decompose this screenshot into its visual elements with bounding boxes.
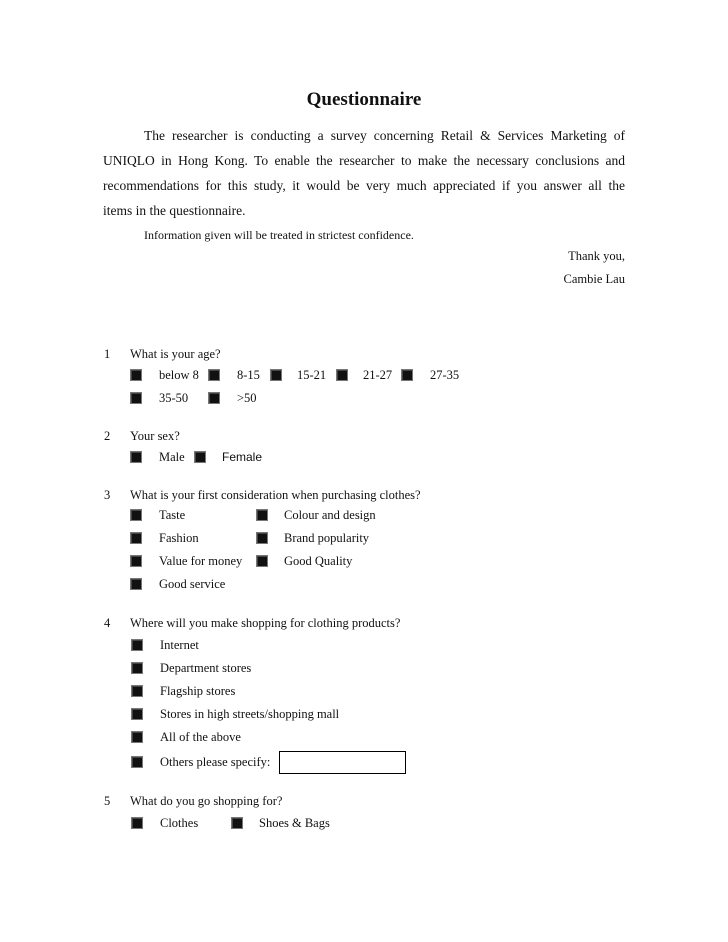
- question-1-number: 1: [104, 347, 111, 361]
- option-label: Brand popularity: [284, 531, 370, 545]
- option-label: Value for money: [159, 554, 243, 568]
- checkbox-age-21-27[interactable]: [336, 369, 348, 381]
- question-4-number: 4: [104, 616, 111, 630]
- option-label: below 8: [159, 368, 199, 382]
- option-label: All of the above: [160, 730, 241, 744]
- checkbox-all-of-the-above[interactable]: [131, 731, 143, 743]
- option-label: Internet: [160, 638, 199, 652]
- option-label: Department stores: [160, 661, 252, 675]
- question-3-number: 3: [104, 488, 111, 502]
- option-label: >50: [237, 391, 257, 405]
- option-label: Colour and design: [284, 508, 376, 522]
- checkbox-flagship-stores[interactable]: [131, 685, 143, 697]
- option-label: 27-35: [430, 368, 460, 382]
- option-label: 15-21: [297, 368, 327, 382]
- question-2-number: 2: [104, 429, 111, 443]
- option-label: 21-27: [363, 368, 393, 382]
- checkbox-high-street-stores[interactable]: [131, 708, 143, 720]
- question-2-text: Your sex?: [130, 429, 180, 443]
- intro-line-3: recommendations for this study, it would be very much appreciated if you answer all the: [103, 178, 625, 193]
- checkbox-sex-female[interactable]: [194, 451, 206, 463]
- option-label: Good Quality: [284, 554, 353, 568]
- checkbox-good-service[interactable]: [130, 578, 142, 590]
- option-label: Others please specify:: [160, 755, 271, 769]
- others-specify-field[interactable]: [279, 751, 406, 774]
- checkbox-age-35-50[interactable]: [130, 392, 142, 404]
- checkbox-sex-male[interactable]: [130, 451, 142, 463]
- option-label: Male: [159, 450, 185, 464]
- checkbox-fashion[interactable]: [130, 532, 142, 544]
- checkbox-department-stores[interactable]: [131, 662, 143, 674]
- checkbox-internet[interactable]: [131, 639, 143, 651]
- checkbox-age-over-50[interactable]: [208, 392, 220, 404]
- intro-line-4: items in the questionnaire.: [103, 203, 246, 218]
- checkbox-good-quality[interactable]: [256, 555, 268, 567]
- confidentiality-note: Information given will be treated in strictest confidence.: [144, 228, 414, 242]
- option-label: Female: [222, 450, 263, 464]
- checkbox-value-for-money[interactable]: [130, 555, 142, 567]
- checkbox-age-15-21[interactable]: [270, 369, 282, 381]
- question-4-text: Where will you make shopping for clothing products?: [130, 616, 401, 630]
- checkbox-clothes[interactable]: [131, 817, 143, 829]
- checkbox-others[interactable]: [131, 756, 143, 768]
- option-label: 8-15: [237, 368, 260, 382]
- question-5-number: 5: [104, 794, 111, 808]
- question-1-text: What is your age?: [130, 347, 221, 361]
- option-label: Taste: [159, 508, 186, 522]
- checkbox-taste[interactable]: [130, 509, 142, 521]
- author-name: Cambie Lau: [563, 272, 625, 286]
- checkbox-brand-popularity[interactable]: [256, 532, 268, 544]
- question-5-text: What do you go shopping for?: [130, 794, 283, 808]
- option-label: Flagship stores: [160, 684, 236, 698]
- checkbox-colour-design[interactable]: [256, 509, 268, 521]
- thanks-text: Thank you,: [568, 249, 625, 263]
- option-label: Shoes & Bags: [259, 816, 330, 830]
- checkbox-shoes-bags[interactable]: [231, 817, 243, 829]
- option-label: 35-50: [159, 391, 189, 405]
- option-label: Good service: [159, 577, 226, 591]
- intro-line-1: The researcher is conducting a survey concerning Retail & Services Marketing of: [144, 128, 625, 143]
- checkbox-age-below-8[interactable]: [130, 369, 142, 381]
- checkbox-age-8-15[interactable]: [208, 369, 220, 381]
- option-label: Stores in high streets/shopping mall: [160, 707, 340, 721]
- intro-line-2: UNIQLO in Hong Kong. To enable the researcher to make the necessary conclusions and: [103, 153, 625, 168]
- option-label: Fashion: [159, 531, 199, 545]
- checkbox-age-27-35[interactable]: [401, 369, 413, 381]
- page-title: Questionnaire: [306, 89, 422, 110]
- question-3-text: What is your first consideration when purchasing clothes?: [130, 488, 421, 502]
- option-label: Clothes: [160, 816, 199, 830]
